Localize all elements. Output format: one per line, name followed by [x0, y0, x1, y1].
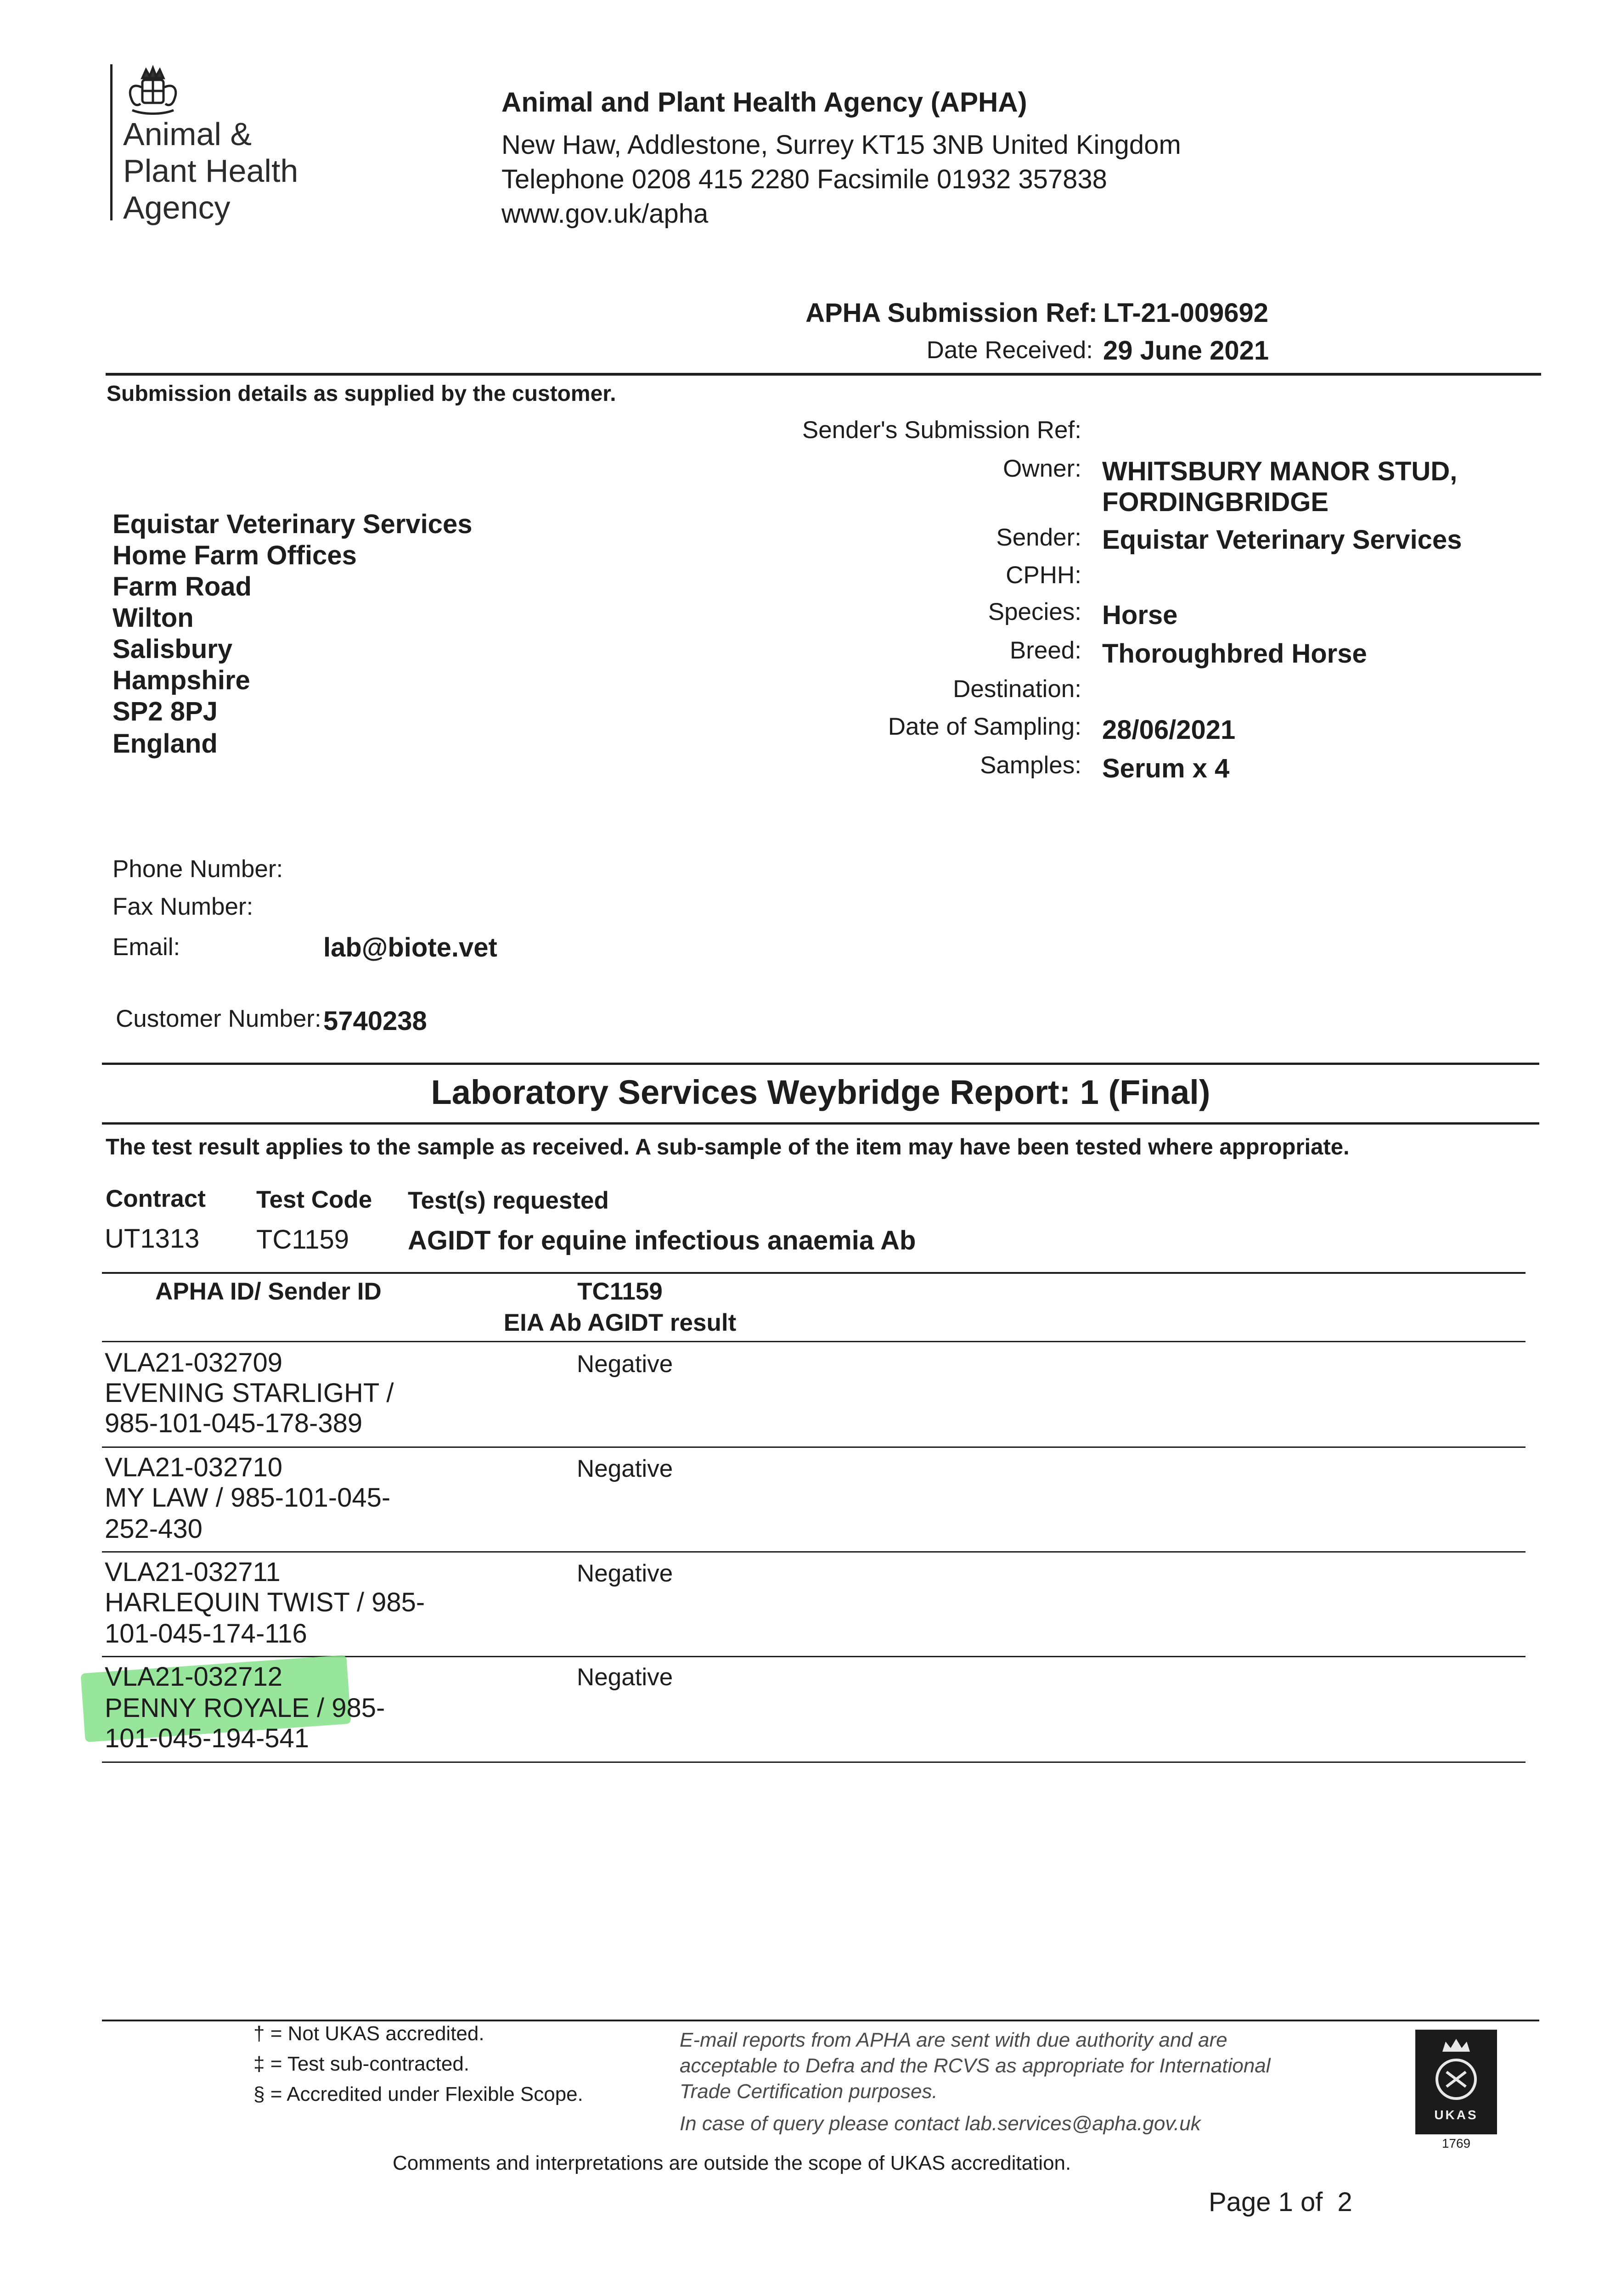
logo-divider [110, 64, 113, 220]
date-received-label: Date Received: [926, 337, 1093, 364]
page-number: Page 1 of 2 [1209, 2187, 1352, 2217]
cphh-label: CPHH: [1006, 562, 1081, 589]
email-value[interactable]: lab@biote.vet [323, 933, 497, 962]
sender-id: 101-045-194-541 [105, 1723, 310, 1753]
owner-label: Owner: [1003, 455, 1081, 482]
agency-logo-line3: Agency [123, 190, 231, 225]
address-line: Wilton [113, 603, 194, 633]
sender-value: Equistar Veterinary Services [1102, 525, 1462, 555]
customer-number-value: 5740238 [323, 1006, 427, 1036]
table-rule [102, 1551, 1526, 1553]
samples-label: Samples: [980, 752, 1081, 779]
query-note: In case of query please contact lab.services@apha.gov.uk [680, 2112, 1201, 2135]
samples-value: Serum x 4 [1102, 754, 1230, 783]
ukas-badge [1415, 2030, 1497, 2134]
agency-logo-line2: Plant Health [123, 153, 298, 189]
submission-note: Submission details as supplied by the customer. [107, 382, 616, 406]
address-line: Farm Road [113, 572, 252, 602]
phone-label: Phone Number: [113, 855, 283, 883]
legend-line: ‡ = Test sub-contracted. [253, 2053, 470, 2075]
result-value: Negative [577, 1664, 673, 1691]
owner-value-line2: FORDINGBRIDGE [1102, 487, 1329, 517]
breed-value: Thoroughbred Horse [1102, 639, 1367, 669]
submission-ref-label: APHA Submission Ref: [805, 298, 1098, 328]
email-note-line: E-mail reports from APHA are sent with due authority and are [680, 2029, 1227, 2051]
report-note: The test result applies to the sample as received. A sub-sample of the item may have been tested where appropriate. [106, 1135, 1350, 1159]
footer-rule [102, 2020, 1539, 2021]
contract-header: Contract [106, 1185, 206, 1212]
destination-label: Destination: [953, 675, 1081, 703]
agency-address: New Haw, Addlestone, Surrey KT15 3NB United Kingdom [501, 130, 1181, 160]
sender-id: 101-045-174-116 [105, 1619, 307, 1649]
agency-phone-fax: Telephone 0208 415 2280 Facsimile 01932 357838 [501, 164, 1107, 194]
apha-id: VLA21-032711 [105, 1557, 281, 1587]
sender-label: Sender: [996, 524, 1081, 551]
sender-id: PENNY ROYALE / 985- [105, 1693, 385, 1723]
result-value: Negative [577, 1455, 673, 1482]
legend-line: § = Accredited under Flexible Scope. [253, 2083, 583, 2105]
address-line: SP2 8PJ [113, 697, 218, 726]
royal-crest-icon [123, 64, 183, 117]
species-value: Horse [1102, 600, 1178, 630]
address-line: England [113, 729, 218, 759]
report-rule-bottom [102, 1122, 1539, 1125]
email-note-line: Trade Certification purposes. [680, 2080, 938, 2103]
email-note-line: acceptable to Defra and the RCVS as appropriate for International [680, 2054, 1271, 2077]
result-column-header-code: TC1159 [577, 1278, 663, 1305]
ukas-number: 1769 [1441, 2136, 1471, 2150]
result-value: Negative [577, 1560, 673, 1587]
submission-ref-value: LT-21-009692 [1103, 298, 1269, 328]
test-code-header: Test Code [256, 1186, 372, 1213]
id-column-header: APHA ID/ Sender ID [155, 1278, 382, 1305]
test-requested-value: AGIDT for equine infectious anaemia Ab [408, 1226, 916, 1255]
report-rule-top [102, 1063, 1539, 1065]
result-column-header-name: EIA Ab AGIDT result [503, 1309, 737, 1336]
sender-id: HARLEQUIN TWIST / 985- [105, 1587, 425, 1617]
sender-id: 985-101-045-178-389 [105, 1408, 363, 1438]
table-rule [102, 1272, 1526, 1274]
test-code-value: TC1159 [256, 1225, 349, 1255]
header-rule [106, 373, 1541, 376]
customer-number-label: Customer Number: [116, 1005, 321, 1032]
fax-label: Fax Number: [113, 893, 253, 920]
address-line: Salisbury [113, 634, 233, 664]
address-line: Equistar Veterinary Services [113, 509, 473, 539]
apha-id: VLA21-032710 [105, 1452, 282, 1482]
ukas-comments-note: Comments and interpretations are outside the scope of UKAS accreditation. [393, 2152, 1071, 2174]
date-received-value: 29 June 2021 [1103, 336, 1269, 366]
apha-id: VLA21-032709 [105, 1348, 282, 1378]
breed-label: Breed: [1009, 637, 1081, 664]
email-label: Email: [113, 934, 180, 961]
report-title: Laboratory Services Weybridge Report: 1 (Final) [431, 1073, 1210, 1111]
address-line: Home Farm Offices [113, 540, 357, 570]
agency-website[interactable]: www.gov.uk/apha [501, 199, 709, 229]
apha-id: VLA21-032712 [105, 1662, 282, 1692]
contract-value: UT1313 [105, 1224, 200, 1254]
species-label: Species: [988, 598, 1081, 625]
sampling-date-label: Date of Sampling: [888, 713, 1081, 740]
legend-line: † = Not UKAS accredited. [253, 2022, 484, 2045]
ukas-text: UKAS [1434, 2108, 1478, 2122]
result-value: Negative [577, 1351, 673, 1378]
tests-requested-header: Test(s) requested [408, 1187, 609, 1214]
table-rule [102, 1446, 1526, 1448]
sender-id: EVENING STARLIGHT / [105, 1378, 394, 1408]
table-rule [102, 1341, 1526, 1342]
agency-logo-line1: Animal & [123, 116, 252, 152]
agency-name: Animal and Plant Health Agency (APHA) [501, 87, 1027, 118]
sampling-date-value: 28/06/2021 [1102, 715, 1236, 745]
sender-id: 252-430 [105, 1514, 203, 1544]
owner-value-line1: WHITSBURY MANOR STUD, [1102, 456, 1458, 486]
table-rule [102, 1761, 1526, 1763]
sender-id: MY LAW / 985-101-045- [105, 1483, 391, 1513]
sender-ref-label: Sender's Submission Ref: [802, 416, 1081, 444]
address-line: Hampshire [113, 665, 250, 695]
